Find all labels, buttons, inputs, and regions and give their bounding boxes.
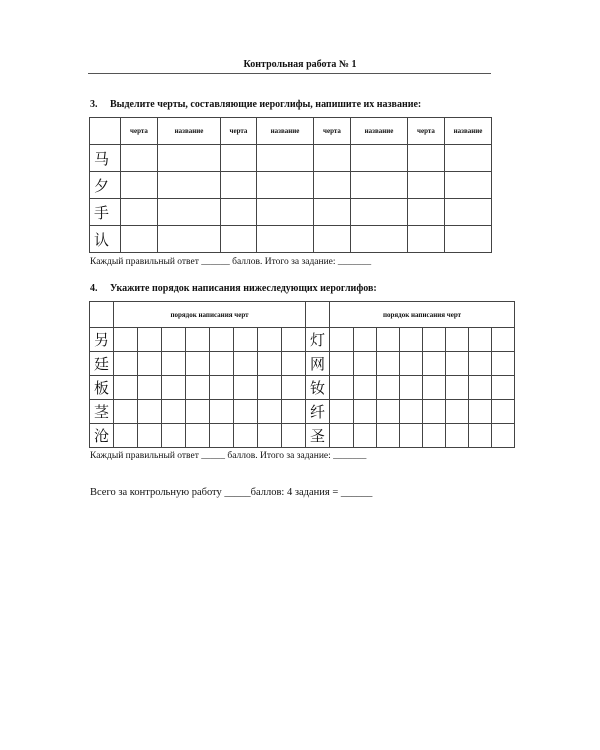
answer-cell[interactable] [351,145,408,172]
answer-cell[interactable] [158,199,221,226]
stroke-cell[interactable] [446,328,469,352]
hanzi-cell: 茎 [90,400,114,424]
answer-cell[interactable] [221,226,257,253]
table-row [90,400,515,424]
task3-col-header: название [351,118,408,145]
hanzi-cell: 另 [90,328,114,352]
task3-col-header: название [445,118,492,145]
page-title: Контрольная работа № 1 [243,59,357,70]
stroke-cell[interactable] [423,352,446,376]
answer-cell[interactable] [221,199,257,226]
hanzi-cell: 廷 [90,352,114,376]
answer-cell[interactable] [445,226,492,253]
answer-cell[interactable] [158,145,221,172]
stroke-cell[interactable] [423,376,446,400]
task4-score-line: Каждый правильный ответ _____ баллов. Итого за задание: _______ [90,451,367,461]
hanzi-cell: 钕 [306,376,330,400]
answer-cell[interactable] [408,145,445,172]
stroke-cell[interactable] [234,352,258,376]
hanzi-cell: 手 [90,199,121,226]
stroke-cell[interactable] [400,376,423,400]
answer-cell[interactable] [445,145,492,172]
stroke-cell[interactable] [492,400,515,424]
answer-cell[interactable] [314,172,351,199]
table-row [90,145,492,172]
stroke-cell[interactable] [492,328,515,352]
hanzi-cell: 沧 [90,424,114,448]
stroke-cell[interactable] [114,400,138,424]
stroke-cell[interactable] [400,400,423,424]
task4-corner-cell [306,302,330,328]
task3-col-header: черта [221,118,257,145]
answer-cell[interactable] [408,226,445,253]
task4-number: 4. [90,283,98,294]
stroke-cell[interactable] [400,352,423,376]
hanzi-cell: 灯 [306,328,330,352]
stroke-cell[interactable] [282,424,306,448]
stroke-cell[interactable] [210,424,234,448]
answer-cell[interactable] [351,226,408,253]
answer-cell[interactable] [314,226,351,253]
stroke-cell[interactable] [186,328,210,352]
task3-heading [90,99,421,110]
answer-cell[interactable] [158,172,221,199]
stroke-cell[interactable] [377,424,400,448]
hanzi-cell: 板 [90,376,114,400]
stroke-cell[interactable] [162,376,186,400]
stroke-cell[interactable] [138,400,162,424]
answer-cell[interactable] [257,199,314,226]
stroke-cell[interactable] [377,328,400,352]
stroke-cell[interactable] [469,376,492,400]
task4-corner-cell [90,302,114,328]
stroke-cell[interactable] [210,352,234,376]
answer-cell[interactable] [314,145,351,172]
table-row [90,376,515,400]
answer-cell[interactable] [158,226,221,253]
stroke-cell[interactable] [186,352,210,376]
stroke-cell[interactable] [258,352,282,376]
task4-header-row [90,302,515,328]
answer-cell[interactable] [221,172,257,199]
task4-table [89,301,515,448]
header-divider [88,73,491,74]
stroke-cell[interactable] [258,376,282,400]
stroke-cell[interactable] [330,424,354,448]
stroke-cell[interactable] [162,424,186,448]
stroke-cell[interactable] [114,424,138,448]
task3-number: 3. [90,99,98,110]
stroke-cell[interactable] [282,352,306,376]
stroke-cell[interactable] [469,328,492,352]
stroke-cell[interactable] [234,376,258,400]
table-row [90,424,515,448]
answer-cell[interactable] [351,172,408,199]
stroke-cell[interactable] [423,328,446,352]
hanzi-cell: 纤 [306,400,330,424]
task3-col-header: черта [314,118,351,145]
stroke-cell[interactable] [162,352,186,376]
answer-cell[interactable] [121,226,158,253]
stroke-cell[interactable] [330,328,354,352]
answer-cell[interactable] [408,172,445,199]
stroke-cell[interactable] [354,424,377,448]
table-row [90,328,515,352]
task4-heading-text: Укажите порядок написания нижеследующих иероглифов: [110,283,377,294]
table-row [90,199,492,226]
task3-col-header: черта [121,118,158,145]
hanzi-cell: 认 [90,226,121,253]
stroke-cell[interactable] [446,352,469,376]
stroke-cell[interactable] [282,400,306,424]
stroke-cell[interactable] [330,352,354,376]
stroke-cell[interactable] [138,424,162,448]
task3-col-header: название [158,118,221,145]
task3-score-line: Каждый правильный ответ ______ баллов. Итого за задание: _______ [90,257,372,267]
stroke-cell[interactable] [423,424,446,448]
answer-cell[interactable] [257,145,314,172]
stroke-cell[interactable] [377,376,400,400]
task3-header-row [90,118,492,145]
answer-cell[interactable] [314,199,351,226]
stroke-cell[interactable] [186,424,210,448]
stroke-cell[interactable] [210,328,234,352]
stroke-cell[interactable] [446,376,469,400]
hanzi-cell: 夕 [90,172,121,199]
stroke-cell[interactable] [114,328,138,352]
answer-cell[interactable] [351,199,408,226]
stroke-cell[interactable] [330,376,354,400]
answer-cell[interactable] [221,145,257,172]
stroke-cell[interactable] [258,424,282,448]
stroke-cell[interactable] [114,376,138,400]
stroke-cell[interactable] [354,352,377,376]
stroke-cell[interactable] [354,376,377,400]
task3-col-header: черта [408,118,445,145]
stroke-cell[interactable] [210,376,234,400]
stroke-cell[interactable] [282,376,306,400]
stroke-cell[interactable] [400,424,423,448]
task3-col-header: название [257,118,314,145]
stroke-cell[interactable] [210,400,234,424]
task4-heading [90,283,377,294]
stroke-cell[interactable] [469,352,492,376]
answer-cell[interactable] [121,172,158,199]
task4-left-header: порядок написания черт [114,302,306,328]
stroke-cell[interactable] [492,424,515,448]
stroke-cell[interactable] [492,376,515,400]
stroke-cell[interactable] [354,328,377,352]
table-row [90,226,492,253]
stroke-cell[interactable] [138,376,162,400]
total-score-line: Всего за контрольную работу _____баллов: 4 задания = ______ [90,487,373,498]
stroke-cell[interactable] [234,400,258,424]
stroke-cell[interactable] [423,400,446,424]
stroke-cell[interactable] [162,400,186,424]
stroke-cell[interactable] [469,424,492,448]
answer-cell[interactable] [121,145,158,172]
table-row [90,352,515,376]
hanzi-cell: 圣 [306,424,330,448]
stroke-cell[interactable] [258,400,282,424]
stroke-cell[interactable] [234,328,258,352]
stroke-cell[interactable] [282,328,306,352]
stroke-cell[interactable] [138,328,162,352]
task3-heading-text: Выделите черты, составляющие иероглифы, напишите их название: [110,99,422,110]
stroke-cell[interactable] [162,328,186,352]
answer-cell[interactable] [445,199,492,226]
stroke-cell[interactable] [138,352,162,376]
stroke-cell[interactable] [400,328,423,352]
hanzi-cell: 马 [90,145,121,172]
task3-table [89,117,492,253]
hanzi-cell: 网 [306,352,330,376]
table-row [90,172,492,199]
stroke-cell[interactable] [234,424,258,448]
stroke-cell[interactable] [446,424,469,448]
stroke-cell[interactable] [354,400,377,424]
stroke-cell[interactable] [330,400,354,424]
task4-right-header: порядок написания черт [330,302,515,328]
task3-corner-cell [90,118,121,145]
answer-cell[interactable] [445,172,492,199]
stroke-cell[interactable] [469,400,492,424]
stroke-cell[interactable] [186,376,210,400]
answer-cell[interactable] [257,172,314,199]
answer-cell[interactable] [257,226,314,253]
answer-cell[interactable] [121,199,158,226]
stroke-cell[interactable] [114,352,138,376]
stroke-cell[interactable] [186,400,210,424]
answer-cell[interactable] [408,199,445,226]
stroke-cell[interactable] [492,352,515,376]
stroke-cell[interactable] [258,328,282,352]
stroke-cell[interactable] [446,400,469,424]
stroke-cell[interactable] [377,352,400,376]
stroke-cell[interactable] [377,400,400,424]
